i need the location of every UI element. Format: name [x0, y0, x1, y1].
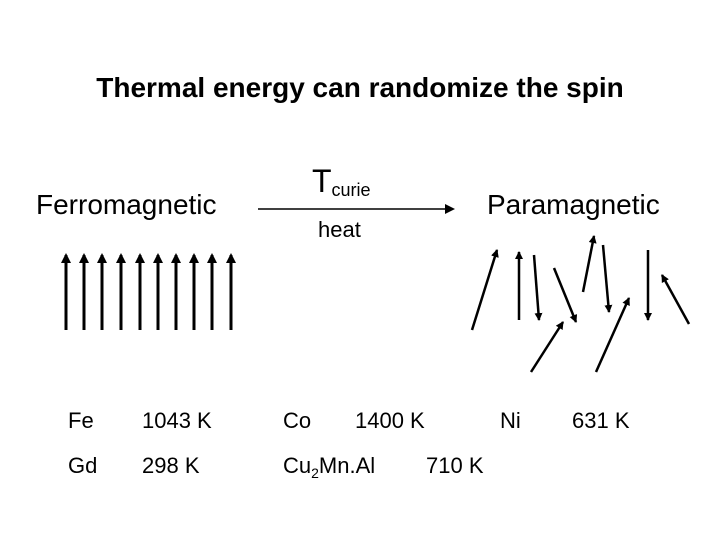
slide-title: Thermal energy can randomize the spin	[96, 72, 624, 103]
spin-arrow-random	[596, 298, 629, 372]
paramagnetic-spin-arrows	[472, 236, 689, 372]
material-temp-fe: 1043 K	[142, 408, 212, 433]
formula-part-mnal: Mn.Al	[318, 453, 376, 478]
formula-part-cu: Cu	[283, 453, 312, 478]
spin-arrow-random	[534, 255, 539, 320]
material-temp-gd: 298 K	[142, 453, 200, 478]
heat-label: heat	[318, 217, 361, 242]
ferromagnetic-label: Ferromagnetic	[36, 189, 217, 220]
material-name-co: Co	[283, 408, 312, 433]
material-name-fe: Fe	[68, 408, 94, 433]
material-name-gd: Gd	[68, 453, 98, 478]
material-temp-ni: 631 K	[572, 408, 630, 433]
spin-arrow-random	[603, 245, 609, 312]
curie-subscript: curie	[331, 180, 371, 200]
material-temp-cu2mnal: 710 K	[426, 453, 484, 478]
material-temp-co: 1400 K	[355, 408, 425, 433]
spin-arrow-random	[554, 268, 576, 322]
material-name-cu2mnal	[283, 453, 375, 481]
ferromagnetic-spin-arrows	[66, 255, 231, 330]
spin-arrow-random	[531, 322, 563, 372]
curie-symbol: T	[312, 163, 332, 199]
spin-arrow-random	[662, 275, 689, 324]
formula-subscript: 2	[311, 465, 319, 481]
spin-arrow-random	[472, 250, 497, 330]
material-name-ni: Ni	[500, 408, 521, 433]
paramagnetic-label: Paramagnetic	[487, 189, 660, 220]
spin-arrow-random	[583, 236, 594, 292]
